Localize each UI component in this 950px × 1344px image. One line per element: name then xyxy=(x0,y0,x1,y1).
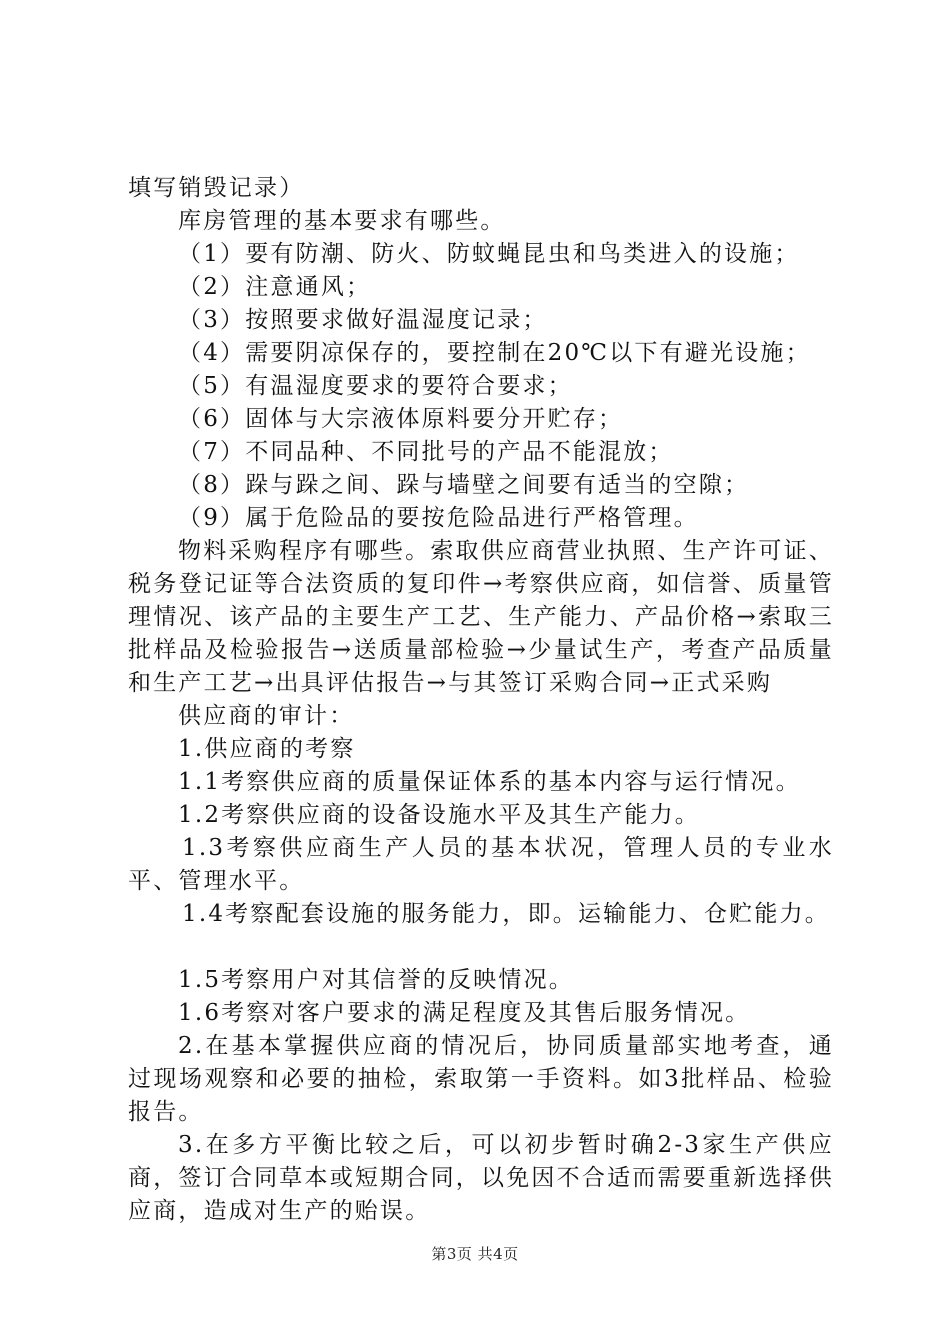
page-number-label: 第3页 共4页 xyxy=(431,1245,519,1263)
item-1-6: 1.6考察对客户要求的满足程度及其售后服务情况。 xyxy=(178,1000,751,1026)
section-supplier-inspection: 1.供应商的考察 xyxy=(178,736,356,762)
paragraph-procurement-procedure: 物料采购程序有哪些。索取供应商营业执照、生产许可证、税务登记证等合法资质的复印件→考察供应商，如信誉、质量管理情况、该产品的主要生产工艺、生产能力、产品价格→索取三批样品及检验报告→送质量部检验→少量试生产，考查产品质量和生产工艺→出具评估报告→与其签订采购合同→正式采购 xyxy=(128,538,834,696)
list-item-warehouse-5: （5）有温湿度要求的要符合要求； xyxy=(178,373,573,399)
heading-supplier-audit: 供应商的审计： xyxy=(178,703,355,729)
section-3-supplier-selection: 3.在多方平衡比较之后，可以初步暂时确2-3家生产供应商，签订合同草本或短期合同，以免因不合适而需要重新选择供应商，造成对生产的贻误。 xyxy=(128,1132,834,1224)
list-item-warehouse-3: （3）按照要求做好温湿度记录； xyxy=(178,307,548,333)
item-1-3: 1.3考察供应商生产人员的基本状况，管理人员的专业水平、管理水平。 xyxy=(128,835,834,894)
list-item-warehouse-7: （7）不同品种、不同批号的产品不能混放； xyxy=(178,439,674,465)
list-item-warehouse-1: （1）要有防潮、防火、防蚊蝇昆虫和鸟类进入的设施； xyxy=(178,241,800,267)
item-1-1: 1.1考察供应商的质量保证体系的基本内容与运行情况。 xyxy=(178,769,801,795)
blank-line xyxy=(128,931,834,964)
item-1-4: 1.4考察配套设施的服务能力，即。运输能力、仓贮能力。 xyxy=(182,901,830,927)
item-1-5: 1.5考察用户对其信誉的反映情况。 xyxy=(178,967,574,993)
list-item-warehouse-2: （2）注意通风； xyxy=(178,274,372,300)
item-1-2: 1.2考察供应商的设备设施水平及其生产能力。 xyxy=(178,802,700,828)
list-item-warehouse-8: （8）跺与跺之间、跺与墙壁之间要有适当的空隙； xyxy=(178,472,750,498)
list-item-warehouse-6: （6）固体与大宗液体原料要分开贮存； xyxy=(178,406,624,432)
page-footer xyxy=(0,1244,950,1264)
list-item-warehouse-9: （9）属于危险品的要按危险品进行严格管理。 xyxy=(178,505,699,531)
heading-warehouse-requirements: 库房管理的基本要求有哪些。 xyxy=(178,208,506,234)
section-2-site-inspection: 2.在基本掌握供应商的情况后，协同质量部实地考查，通过现场观察和必要的抽检，索取第一手资料。如3批样品、检验报告。 xyxy=(128,1033,834,1125)
paragraph-destroy-record-end: 填写销毁记录） xyxy=(128,175,305,201)
document-body xyxy=(128,172,834,1228)
list-item-warehouse-4: （4）需要阴凉保存的，要控制在20℃以下有避光设施； xyxy=(178,340,811,366)
